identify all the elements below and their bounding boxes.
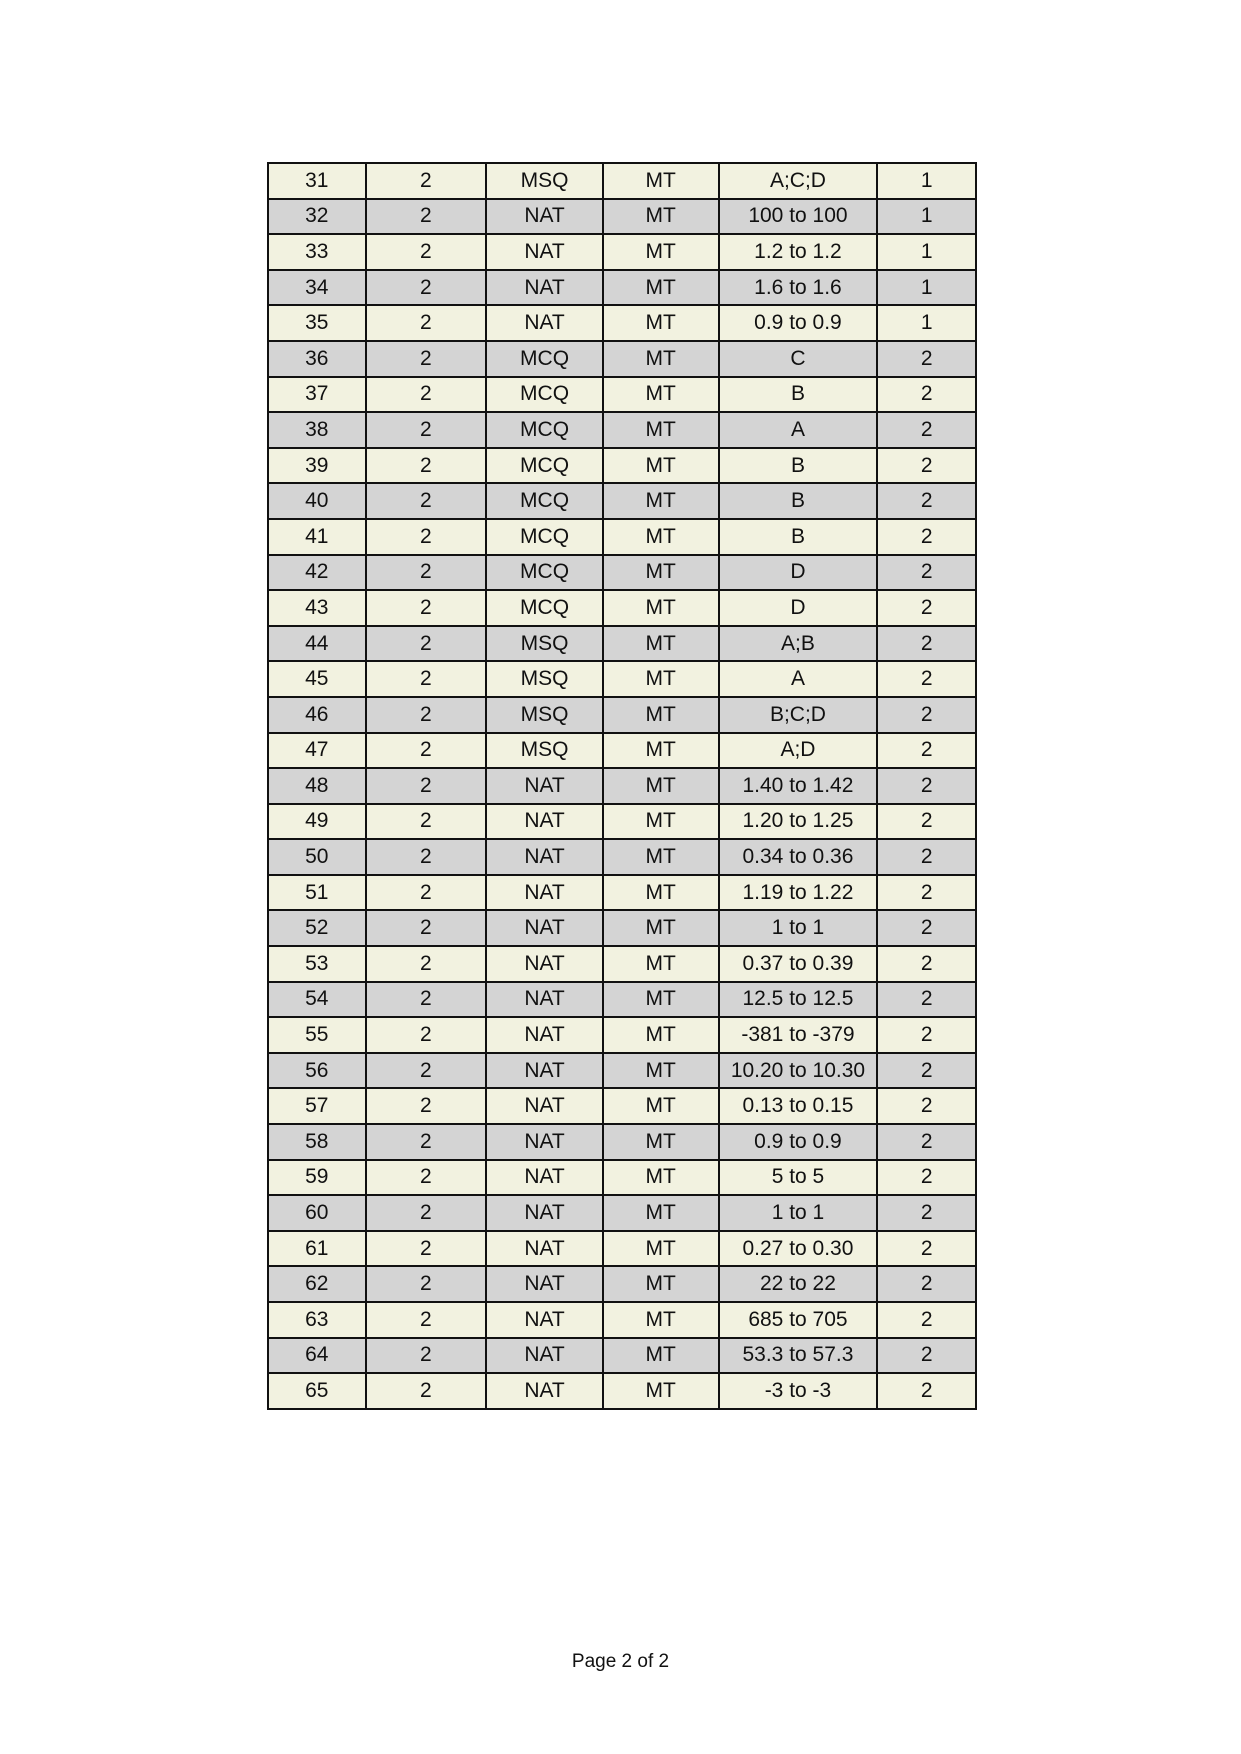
- question-type-cell: NAT: [486, 910, 603, 946]
- section-cell: MT: [603, 483, 719, 519]
- section-cell: MT: [603, 1124, 719, 1160]
- session-cell: 2: [366, 199, 487, 235]
- table-row: [268, 519, 976, 555]
- table-row: [268, 697, 976, 733]
- question-type-cell: MCQ: [486, 519, 603, 555]
- key-range-cell: C: [719, 341, 878, 377]
- marks-cell: 2: [877, 341, 976, 377]
- question-type-cell: NAT: [486, 1195, 603, 1231]
- section-cell: MT: [603, 1053, 719, 1089]
- table-row: [268, 768, 976, 804]
- marks-cell: 2: [877, 661, 976, 697]
- question-type-cell: MSQ: [486, 626, 603, 662]
- table-row: [268, 1338, 976, 1374]
- session-cell: 2: [366, 1053, 487, 1089]
- marks-cell: 1: [877, 270, 976, 306]
- section-cell: MT: [603, 448, 719, 484]
- question-type-cell: MSQ: [486, 697, 603, 733]
- question-type-cell: NAT: [486, 1124, 603, 1160]
- marks-cell: 2: [877, 412, 976, 448]
- table-row: [268, 1266, 976, 1302]
- marks-cell: 2: [877, 1017, 976, 1053]
- key-range-cell: 53.3 to 57.3: [719, 1338, 878, 1374]
- key-range-cell: -381 to -379: [719, 1017, 878, 1053]
- question-number-cell: 34: [268, 270, 366, 306]
- session-cell: 2: [366, 555, 487, 591]
- section-cell: MT: [603, 199, 719, 235]
- session-cell: 2: [366, 804, 487, 840]
- key-range-cell: 12.5 to 12.5: [719, 982, 878, 1018]
- key-range-cell: B: [719, 377, 878, 413]
- question-type-cell: NAT: [486, 1017, 603, 1053]
- key-range-cell: 1 to 1: [719, 910, 878, 946]
- session-cell: 2: [366, 1195, 487, 1231]
- question-type-cell: NAT: [486, 1266, 603, 1302]
- section-cell: MT: [603, 555, 719, 591]
- question-type-cell: NAT: [486, 839, 603, 875]
- question-type-cell: MCQ: [486, 483, 603, 519]
- session-cell: 2: [366, 626, 487, 662]
- marks-cell: 2: [877, 1124, 976, 1160]
- marks-cell: 1: [877, 305, 976, 341]
- table-row: [268, 377, 976, 413]
- question-type-cell: NAT: [486, 1160, 603, 1196]
- key-range-cell: 22 to 22: [719, 1266, 878, 1302]
- section-cell: MT: [603, 1088, 719, 1124]
- section-cell: MT: [603, 626, 719, 662]
- session-cell: 2: [366, 697, 487, 733]
- question-type-cell: NAT: [486, 982, 603, 1018]
- section-cell: MT: [603, 839, 719, 875]
- session-cell: 2: [366, 733, 487, 769]
- question-type-cell: NAT: [486, 768, 603, 804]
- session-cell: 2: [366, 412, 487, 448]
- answer-key-table-body: [268, 163, 976, 1409]
- session-cell: 2: [366, 1338, 487, 1374]
- question-number-cell: 48: [268, 768, 366, 804]
- marks-cell: 2: [877, 555, 976, 591]
- session-cell: 2: [366, 163, 487, 199]
- table-row: [268, 234, 976, 270]
- key-range-cell: 10.20 to 10.30: [719, 1053, 878, 1089]
- session-cell: 2: [366, 483, 487, 519]
- question-type-cell: NAT: [486, 1231, 603, 1267]
- marks-cell: 2: [877, 1373, 976, 1409]
- question-number-cell: 51: [268, 875, 366, 911]
- session-cell: 2: [366, 1088, 487, 1124]
- answer-key-table: [267, 162, 977, 1410]
- question-number-cell: 58: [268, 1124, 366, 1160]
- key-range-cell: -3 to -3: [719, 1373, 878, 1409]
- section-cell: MT: [603, 661, 719, 697]
- session-cell: 2: [366, 982, 487, 1018]
- question-type-cell: MCQ: [486, 377, 603, 413]
- question-number-cell: 49: [268, 804, 366, 840]
- question-type-cell: NAT: [486, 305, 603, 341]
- session-cell: 2: [366, 910, 487, 946]
- session-cell: 2: [366, 1160, 487, 1196]
- question-type-cell: MCQ: [486, 412, 603, 448]
- question-number-cell: 40: [268, 483, 366, 519]
- question-type-cell: MCQ: [486, 341, 603, 377]
- session-cell: 2: [366, 377, 487, 413]
- marks-cell: 2: [877, 1195, 976, 1231]
- section-cell: MT: [603, 1017, 719, 1053]
- question-number-cell: 59: [268, 1160, 366, 1196]
- question-type-cell: MCQ: [486, 448, 603, 484]
- question-type-cell: NAT: [486, 946, 603, 982]
- question-type-cell: NAT: [486, 1088, 603, 1124]
- question-number-cell: 32: [268, 199, 366, 235]
- session-cell: 2: [366, 1266, 487, 1302]
- table-row: [268, 910, 976, 946]
- section-cell: MT: [603, 377, 719, 413]
- section-cell: MT: [603, 768, 719, 804]
- section-cell: MT: [603, 946, 719, 982]
- key-range-cell: A;C;D: [719, 163, 878, 199]
- table-row: [268, 1088, 976, 1124]
- key-range-cell: A: [719, 661, 878, 697]
- session-cell: 2: [366, 768, 487, 804]
- session-cell: 2: [366, 1231, 487, 1267]
- section-cell: MT: [603, 1373, 719, 1409]
- question-type-cell: NAT: [486, 199, 603, 235]
- question-number-cell: 36: [268, 341, 366, 377]
- question-number-cell: 57: [268, 1088, 366, 1124]
- table-row: [268, 199, 976, 235]
- marks-cell: 2: [877, 982, 976, 1018]
- session-cell: 2: [366, 839, 487, 875]
- session-cell: 2: [366, 1302, 487, 1338]
- question-number-cell: 39: [268, 448, 366, 484]
- session-cell: 2: [366, 946, 487, 982]
- key-range-cell: 1.20 to 1.25: [719, 804, 878, 840]
- marks-cell: 2: [877, 697, 976, 733]
- key-range-cell: B: [719, 519, 878, 555]
- marks-cell: 2: [877, 519, 976, 555]
- table-row: [268, 982, 976, 1018]
- table-row: [268, 626, 976, 662]
- question-number-cell: 43: [268, 590, 366, 626]
- marks-cell: 2: [877, 448, 976, 484]
- session-cell: 2: [366, 661, 487, 697]
- key-range-cell: 685 to 705: [719, 1302, 878, 1338]
- marks-cell: 2: [877, 1338, 976, 1374]
- key-range-cell: B;C;D: [719, 697, 878, 733]
- marks-cell: 2: [877, 804, 976, 840]
- marks-cell: 2: [877, 1088, 976, 1124]
- key-range-cell: 0.13 to 0.15: [719, 1088, 878, 1124]
- question-number-cell: 33: [268, 234, 366, 270]
- marks-cell: 2: [877, 875, 976, 911]
- key-range-cell: 100 to 100: [719, 199, 878, 235]
- table-row: [268, 1373, 976, 1409]
- session-cell: 2: [366, 341, 487, 377]
- key-range-cell: A: [719, 412, 878, 448]
- section-cell: MT: [603, 305, 719, 341]
- marks-cell: 2: [877, 1160, 976, 1196]
- section-cell: MT: [603, 910, 719, 946]
- key-range-cell: B: [719, 483, 878, 519]
- table-row: [268, 270, 976, 306]
- key-range-cell: 0.37 to 0.39: [719, 946, 878, 982]
- session-cell: 2: [366, 1017, 487, 1053]
- key-range-cell: B: [719, 448, 878, 484]
- marks-cell: 1: [877, 199, 976, 235]
- section-cell: MT: [603, 163, 719, 199]
- session-cell: 2: [366, 305, 487, 341]
- key-range-cell: A;D: [719, 733, 878, 769]
- key-range-cell: A;B: [719, 626, 878, 662]
- table-row: [268, 305, 976, 341]
- question-type-cell: NAT: [486, 270, 603, 306]
- marks-cell: 2: [877, 626, 976, 662]
- table-row: [268, 839, 976, 875]
- question-number-cell: 55: [268, 1017, 366, 1053]
- question-type-cell: NAT: [486, 875, 603, 911]
- table-row: [268, 875, 976, 911]
- question-type-cell: MSQ: [486, 661, 603, 697]
- marks-cell: 2: [877, 1053, 976, 1089]
- key-range-cell: D: [719, 590, 878, 626]
- marks-cell: 1: [877, 234, 976, 270]
- question-number-cell: 47: [268, 733, 366, 769]
- question-number-cell: 37: [268, 377, 366, 413]
- table-row: [268, 163, 976, 199]
- session-cell: 2: [366, 234, 487, 270]
- section-cell: MT: [603, 1231, 719, 1267]
- session-cell: 2: [366, 590, 487, 626]
- table-row: [268, 555, 976, 591]
- question-number-cell: 31: [268, 163, 366, 199]
- key-range-cell: 1.2 to 1.2: [719, 234, 878, 270]
- table-row: [268, 1160, 976, 1196]
- section-cell: MT: [603, 341, 719, 377]
- key-range-cell: 1.40 to 1.42: [719, 768, 878, 804]
- question-number-cell: 35: [268, 305, 366, 341]
- question-number-cell: 50: [268, 839, 366, 875]
- section-cell: MT: [603, 1195, 719, 1231]
- marks-cell: 2: [877, 946, 976, 982]
- table-row: [268, 448, 976, 484]
- question-number-cell: 38: [268, 412, 366, 448]
- table-row: [268, 1124, 976, 1160]
- key-range-cell: 0.27 to 0.30: [719, 1231, 878, 1267]
- key-range-cell: 0.9 to 0.9: [719, 305, 878, 341]
- table-row: [268, 1053, 976, 1089]
- question-number-cell: 65: [268, 1373, 366, 1409]
- section-cell: MT: [603, 590, 719, 626]
- section-cell: MT: [603, 804, 719, 840]
- section-cell: MT: [603, 270, 719, 306]
- table-row: [268, 1017, 976, 1053]
- question-number-cell: 54: [268, 982, 366, 1018]
- key-range-cell: D: [719, 555, 878, 591]
- question-type-cell: MCQ: [486, 590, 603, 626]
- question-type-cell: NAT: [486, 1338, 603, 1374]
- section-cell: MT: [603, 1338, 719, 1374]
- marks-cell: 2: [877, 1266, 976, 1302]
- question-number-cell: 42: [268, 555, 366, 591]
- table-row: [268, 590, 976, 626]
- key-range-cell: 1 to 1: [719, 1195, 878, 1231]
- question-number-cell: 46: [268, 697, 366, 733]
- session-cell: 2: [366, 1373, 487, 1409]
- key-range-cell: 0.9 to 0.9: [719, 1124, 878, 1160]
- marks-cell: 2: [877, 483, 976, 519]
- question-type-cell: NAT: [486, 1373, 603, 1409]
- section-cell: MT: [603, 1266, 719, 1302]
- marks-cell: 2: [877, 377, 976, 413]
- question-number-cell: 56: [268, 1053, 366, 1089]
- question-number-cell: 52: [268, 910, 366, 946]
- table-row: [268, 412, 976, 448]
- section-cell: MT: [603, 697, 719, 733]
- table-row: [268, 1231, 976, 1267]
- question-number-cell: 63: [268, 1302, 366, 1338]
- marks-cell: 2: [877, 910, 976, 946]
- section-cell: MT: [603, 519, 719, 555]
- question-number-cell: 62: [268, 1266, 366, 1302]
- section-cell: MT: [603, 1160, 719, 1196]
- table-row: [268, 946, 976, 982]
- question-type-cell: NAT: [486, 234, 603, 270]
- table-row: [268, 661, 976, 697]
- marks-cell: 2: [877, 733, 976, 769]
- question-number-cell: 45: [268, 661, 366, 697]
- question-type-cell: NAT: [486, 1302, 603, 1338]
- marks-cell: 2: [877, 839, 976, 875]
- key-range-cell: 1.6 to 1.6: [719, 270, 878, 306]
- marks-cell: 2: [877, 768, 976, 804]
- table-row: [268, 804, 976, 840]
- session-cell: 2: [366, 448, 487, 484]
- session-cell: 2: [366, 875, 487, 911]
- section-cell: MT: [603, 875, 719, 911]
- question-type-cell: MSQ: [486, 733, 603, 769]
- key-range-cell: 0.34 to 0.36: [719, 839, 878, 875]
- question-number-cell: 61: [268, 1231, 366, 1267]
- question-type-cell: NAT: [486, 1053, 603, 1089]
- question-number-cell: 44: [268, 626, 366, 662]
- table-row: [268, 1195, 976, 1231]
- section-cell: MT: [603, 234, 719, 270]
- question-number-cell: 60: [268, 1195, 366, 1231]
- question-number-cell: 64: [268, 1338, 366, 1374]
- table-row: [268, 1302, 976, 1338]
- table-row: [268, 483, 976, 519]
- section-cell: MT: [603, 412, 719, 448]
- marks-cell: 2: [877, 1302, 976, 1338]
- table-row: [268, 733, 976, 769]
- section-cell: MT: [603, 733, 719, 769]
- question-type-cell: MCQ: [486, 555, 603, 591]
- session-cell: 2: [366, 519, 487, 555]
- marks-cell: 2: [877, 1231, 976, 1267]
- session-cell: 2: [366, 270, 487, 306]
- section-cell: MT: [603, 1302, 719, 1338]
- question-number-cell: 41: [268, 519, 366, 555]
- question-type-cell: MSQ: [486, 163, 603, 199]
- marks-cell: 1: [877, 163, 976, 199]
- key-range-cell: 5 to 5: [719, 1160, 878, 1196]
- question-type-cell: NAT: [486, 804, 603, 840]
- question-number-cell: 53: [268, 946, 366, 982]
- section-cell: MT: [603, 982, 719, 1018]
- table-row: [268, 341, 976, 377]
- key-range-cell: 1.19 to 1.22: [719, 875, 878, 911]
- marks-cell: 2: [877, 590, 976, 626]
- session-cell: 2: [366, 1124, 487, 1160]
- page-footer: Page 2 of 2: [571, 1651, 670, 1672]
